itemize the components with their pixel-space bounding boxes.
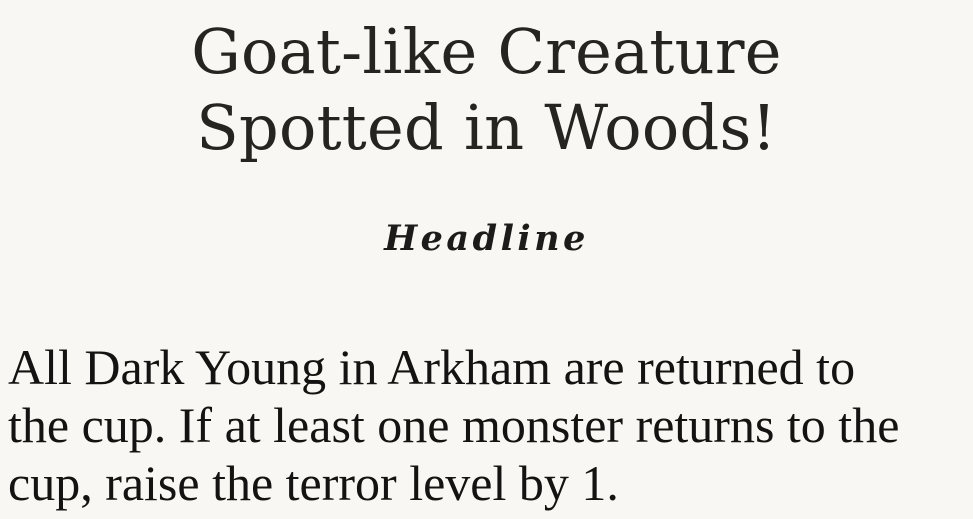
card-effect-line-3: cup, raise the terror level by 1.	[8, 455, 619, 511]
card-effect-text	[8, 338, 968, 512]
card-effect-line-2: the cup. If at least one monster returns to the	[8, 397, 900, 453]
card-title-line-1: Goat-like Creature	[191, 15, 782, 88]
card-type-label: Headline	[384, 218, 589, 259]
card-title-line-2: Spotted in Woods!	[196, 91, 777, 164]
card-title	[0, 14, 973, 166]
card-effect-line-1: All Dark Young in Arkham are returned to	[8, 339, 856, 395]
